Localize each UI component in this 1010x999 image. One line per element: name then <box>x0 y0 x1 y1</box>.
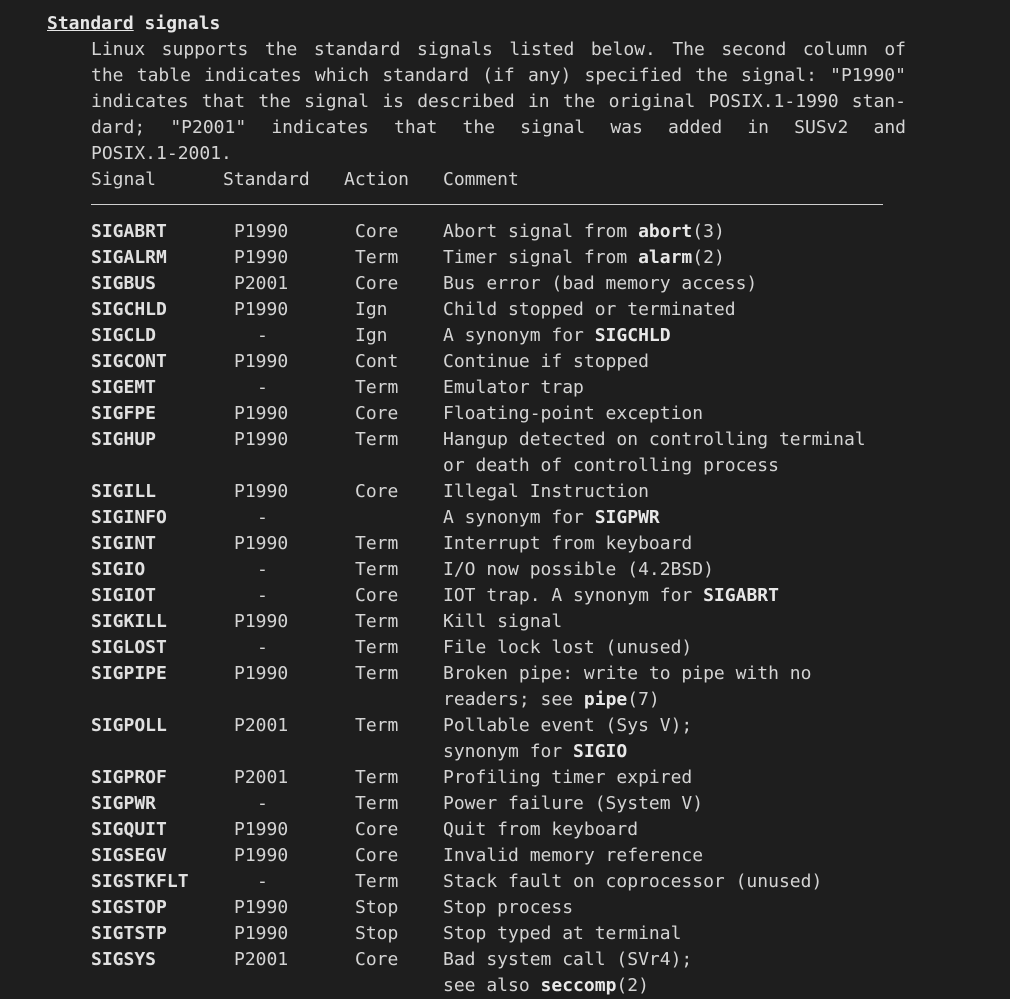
signal-comment <box>443 531 692 557</box>
table-row <box>0 791 1010 817</box>
signal-comment <box>443 817 638 843</box>
signal-comment <box>443 557 714 583</box>
comment-text: see also <box>443 975 541 996</box>
signal-comment <box>443 635 692 661</box>
comment-text: A synonym for <box>443 325 595 346</box>
signal-name: SIGIO <box>91 559 146 580</box>
comment-text: Abort signal from <box>443 221 639 242</box>
signal-comment <box>443 427 866 453</box>
comment-text: I/O now possible (4.2BSD) <box>443 559 714 580</box>
table-row <box>0 947 1010 973</box>
signal-name: SIGINFO <box>91 507 167 528</box>
signal-name: SIGILL <box>91 481 157 502</box>
table-row <box>0 765 1010 791</box>
comment-text: Power failure (System V) <box>443 793 704 814</box>
signal-standard: - <box>257 559 268 580</box>
comment-text: (3) <box>692 221 725 242</box>
signal-name: SIGFPE <box>91 403 157 424</box>
signal-standard: - <box>257 585 268 606</box>
signal-action: Core <box>355 819 399 840</box>
signal-action: Core <box>355 949 399 970</box>
table-row <box>0 531 1010 557</box>
signal-action: Core <box>355 585 399 606</box>
intro-line: dard; "P2001" indicates that the signal was added in SUSv2 and <box>91 117 906 138</box>
table-row <box>0 635 1010 661</box>
signal-name: SIGLOST <box>91 637 167 658</box>
signal-name: SIGEMT <box>91 377 157 398</box>
signal-standard: - <box>257 793 268 814</box>
comment-text: File lock lost (unused) <box>443 637 693 658</box>
signal-action: Stop <box>355 897 399 918</box>
signal-standard: P2001 <box>234 715 289 736</box>
signal-name: SIGPROF <box>91 767 167 788</box>
table-row <box>0 921 1010 947</box>
table-row <box>0 661 1010 687</box>
signal-action: Term <box>355 715 399 736</box>
signal-comment <box>443 921 681 947</box>
signal-comment <box>443 895 573 921</box>
comment-reference: seccomp <box>540 975 617 996</box>
comment-text: Hangup detected on controlling terminal <box>443 429 866 450</box>
signal-name: SIGPWR <box>91 793 157 814</box>
signal-action: Core <box>355 403 399 424</box>
comment-text: Pollable event (Sys V); <box>443 715 693 736</box>
signal-action: Term <box>355 871 399 892</box>
comment-text: Emulator trap <box>443 377 584 398</box>
signal-standard: P2001 <box>234 949 289 970</box>
table-row <box>0 583 1010 609</box>
signal-action: Term <box>355 637 399 658</box>
signal-comment <box>443 739 627 765</box>
intro-line: Linux supports the standard signals listed below. The second column of <box>91 39 906 60</box>
signal-name: SIGQUIT <box>91 819 167 840</box>
intro-line: POSIX.1-2001. <box>91 143 232 164</box>
table-row <box>0 505 1010 531</box>
table-row <box>0 375 1010 401</box>
table-row <box>0 609 1010 635</box>
table-row <box>0 245 1010 271</box>
signal-action: Stop <box>355 923 399 944</box>
comment-text: Stop typed at terminal <box>443 923 682 944</box>
comment-text: synonym for <box>443 741 574 762</box>
signal-comment <box>443 297 736 323</box>
signal-standard: P2001 <box>234 273 289 294</box>
signal-action: Term <box>355 663 399 684</box>
table-row <box>0 557 1010 583</box>
signal-name: SIGCONT <box>91 351 167 372</box>
comment-text: Continue if stopped <box>443 351 649 372</box>
signal-standard: P1990 <box>234 897 289 918</box>
comment-text: or death of controlling process <box>443 455 779 476</box>
comment-reference: pipe <box>583 689 628 710</box>
table-row <box>0 297 1010 323</box>
signal-standard: - <box>257 637 268 658</box>
comment-reference: SIGIO <box>573 741 628 762</box>
signal-name: SIGSTOP <box>91 897 167 918</box>
table-row <box>0 271 1010 297</box>
signal-standard: P1990 <box>234 611 289 632</box>
signal-standard: - <box>257 507 268 528</box>
signal-standard: P1990 <box>234 429 289 450</box>
signal-name: SIGCLD <box>91 325 157 346</box>
signal-comment <box>443 765 692 791</box>
signal-standard: P1990 <box>234 247 289 268</box>
signal-name: SIGBUS <box>91 273 157 294</box>
signal-name: SIGKILL <box>91 611 167 632</box>
signal-name: SIGPOLL <box>91 715 167 736</box>
signal-standard: - <box>257 325 268 346</box>
signal-comment <box>443 245 725 271</box>
signal-standard: P1990 <box>234 221 289 242</box>
signal-name: SIGALRM <box>91 247 167 268</box>
table-row <box>0 739 1010 765</box>
comment-text: Bad system call (SVr4); <box>443 949 693 970</box>
signal-comment <box>443 401 703 427</box>
column-header-comment: Comment <box>443 169 519 190</box>
signal-action: Term <box>355 533 399 554</box>
signal-name: SIGHUP <box>91 429 157 450</box>
signal-action: Cont <box>355 351 399 372</box>
comment-text: Profiling timer expired <box>443 767 693 788</box>
table-header <box>0 167 1010 193</box>
signal-action: Term <box>355 793 399 814</box>
signal-name: SIGIOT <box>91 585 157 606</box>
signal-action: Term <box>355 377 399 398</box>
table-row <box>0 687 1010 713</box>
table-row <box>0 349 1010 375</box>
table-row <box>0 973 1010 999</box>
signal-comment <box>443 349 649 375</box>
comment-text: (2) <box>616 975 649 996</box>
signal-comment <box>443 609 562 635</box>
signal-action: Term <box>355 767 399 788</box>
table-row <box>0 869 1010 895</box>
signal-standard: P1990 <box>234 403 289 424</box>
comment-text: Invalid memory reference <box>443 845 704 866</box>
signal-comment <box>443 713 692 739</box>
table-row <box>0 427 1010 453</box>
table-row <box>0 401 1010 427</box>
signal-action: Term <box>355 247 399 268</box>
signal-name: SIGSYS <box>91 949 157 970</box>
table-row <box>0 713 1010 739</box>
comment-text: Interrupt from keyboard <box>443 533 693 554</box>
signal-comment <box>443 843 703 869</box>
signal-comment <box>443 453 779 479</box>
signal-standard: P1990 <box>234 351 289 372</box>
comment-reference: SIGPWR <box>594 507 660 528</box>
comment-text: A synonym for <box>443 507 595 528</box>
signal-standard: - <box>257 871 268 892</box>
comment-reference: SIGCHLD <box>594 325 671 346</box>
comment-text: Broken pipe: write to pipe with no <box>443 663 812 684</box>
signal-standard: P1990 <box>234 845 289 866</box>
signal-comment <box>443 869 822 895</box>
signal-name: SIGTSTP <box>91 923 167 944</box>
comment-reference: SIGABRT <box>703 585 779 606</box>
comment-text: IOT trap. A synonym for <box>443 585 704 606</box>
signal-standard: P2001 <box>234 767 289 788</box>
signal-name: SIGPIPE <box>91 663 167 684</box>
signal-comment <box>443 791 703 817</box>
signal-standard: P1990 <box>234 923 289 944</box>
signal-action: Core <box>355 273 399 294</box>
signal-standard: P1990 <box>234 663 289 684</box>
table-row <box>0 895 1010 921</box>
comment-reference: abort <box>638 221 693 242</box>
signal-comment <box>443 375 584 401</box>
signal-comment <box>443 947 692 973</box>
comment-text: Illegal Instruction <box>443 481 649 502</box>
signal-action: Core <box>355 221 399 242</box>
signal-action: Core <box>355 481 399 502</box>
comment-text: Child stopped or terminated <box>443 299 736 320</box>
signal-standard: P1990 <box>234 481 289 502</box>
signal-action: Term <box>355 611 399 632</box>
signal-name: SIGINT <box>91 533 157 554</box>
comment-text: Floating-point exception <box>443 403 704 424</box>
signal-comment <box>443 271 757 297</box>
section-heading-word: Standard <box>47 13 134 34</box>
signal-comment <box>443 219 725 245</box>
comment-text: Quit from keyboard <box>443 819 639 840</box>
signal-comment <box>443 661 811 687</box>
comment-text: Bus error (bad memory access) <box>443 273 758 294</box>
signal-comment <box>443 479 649 505</box>
signal-name: SIGCHLD <box>91 299 167 320</box>
intro-line: the table indicates which standard (if any) specified the signal: "P1990" <box>91 65 906 86</box>
signal-action: Ign <box>355 325 388 346</box>
signal-name: SIGABRT <box>91 221 167 242</box>
table-row <box>0 453 1010 479</box>
comment-text: (2) <box>692 247 725 268</box>
signal-action: Term <box>355 559 399 580</box>
signal-action: Term <box>355 429 399 450</box>
signal-standard: P1990 <box>234 299 289 320</box>
signal-standard: P1990 <box>234 533 289 554</box>
column-header-signal: Signal <box>91 169 157 190</box>
signal-comment <box>443 973 649 999</box>
comment-reference: alarm <box>638 247 693 268</box>
column-header-standard: Standard <box>223 169 310 190</box>
column-header-action: Action <box>344 169 410 190</box>
signal-standard: P1990 <box>234 819 289 840</box>
comment-text: Kill signal <box>443 611 563 632</box>
signal-action: Core <box>355 845 399 866</box>
comment-text: readers; see <box>443 689 584 710</box>
signal-standard: - <box>257 377 268 398</box>
signal-action: Ign <box>355 299 388 320</box>
signal-name: SIGSTKFLT <box>91 871 189 892</box>
table-row <box>0 323 1010 349</box>
comment-text: Timer signal from <box>443 247 639 268</box>
table-row <box>0 479 1010 505</box>
comment-text: Stop process <box>443 897 574 918</box>
signal-comment <box>443 505 660 531</box>
signal-name: SIGSEGV <box>91 845 167 866</box>
signal-comment <box>443 323 671 349</box>
comment-text: (7) <box>627 689 660 710</box>
signal-comment <box>443 687 660 713</box>
section-heading-rest: signals <box>133 13 221 34</box>
section-heading <box>47 11 220 37</box>
table-row <box>0 219 1010 245</box>
table-divider <box>91 204 883 205</box>
comment-text: Stack fault on coprocessor (unused) <box>443 871 823 892</box>
intro-line: indicates that the signal is described in the original POSIX.1-1990 stan- <box>91 91 906 112</box>
table-row <box>0 817 1010 843</box>
signal-comment <box>443 583 779 609</box>
table-row <box>0 843 1010 869</box>
